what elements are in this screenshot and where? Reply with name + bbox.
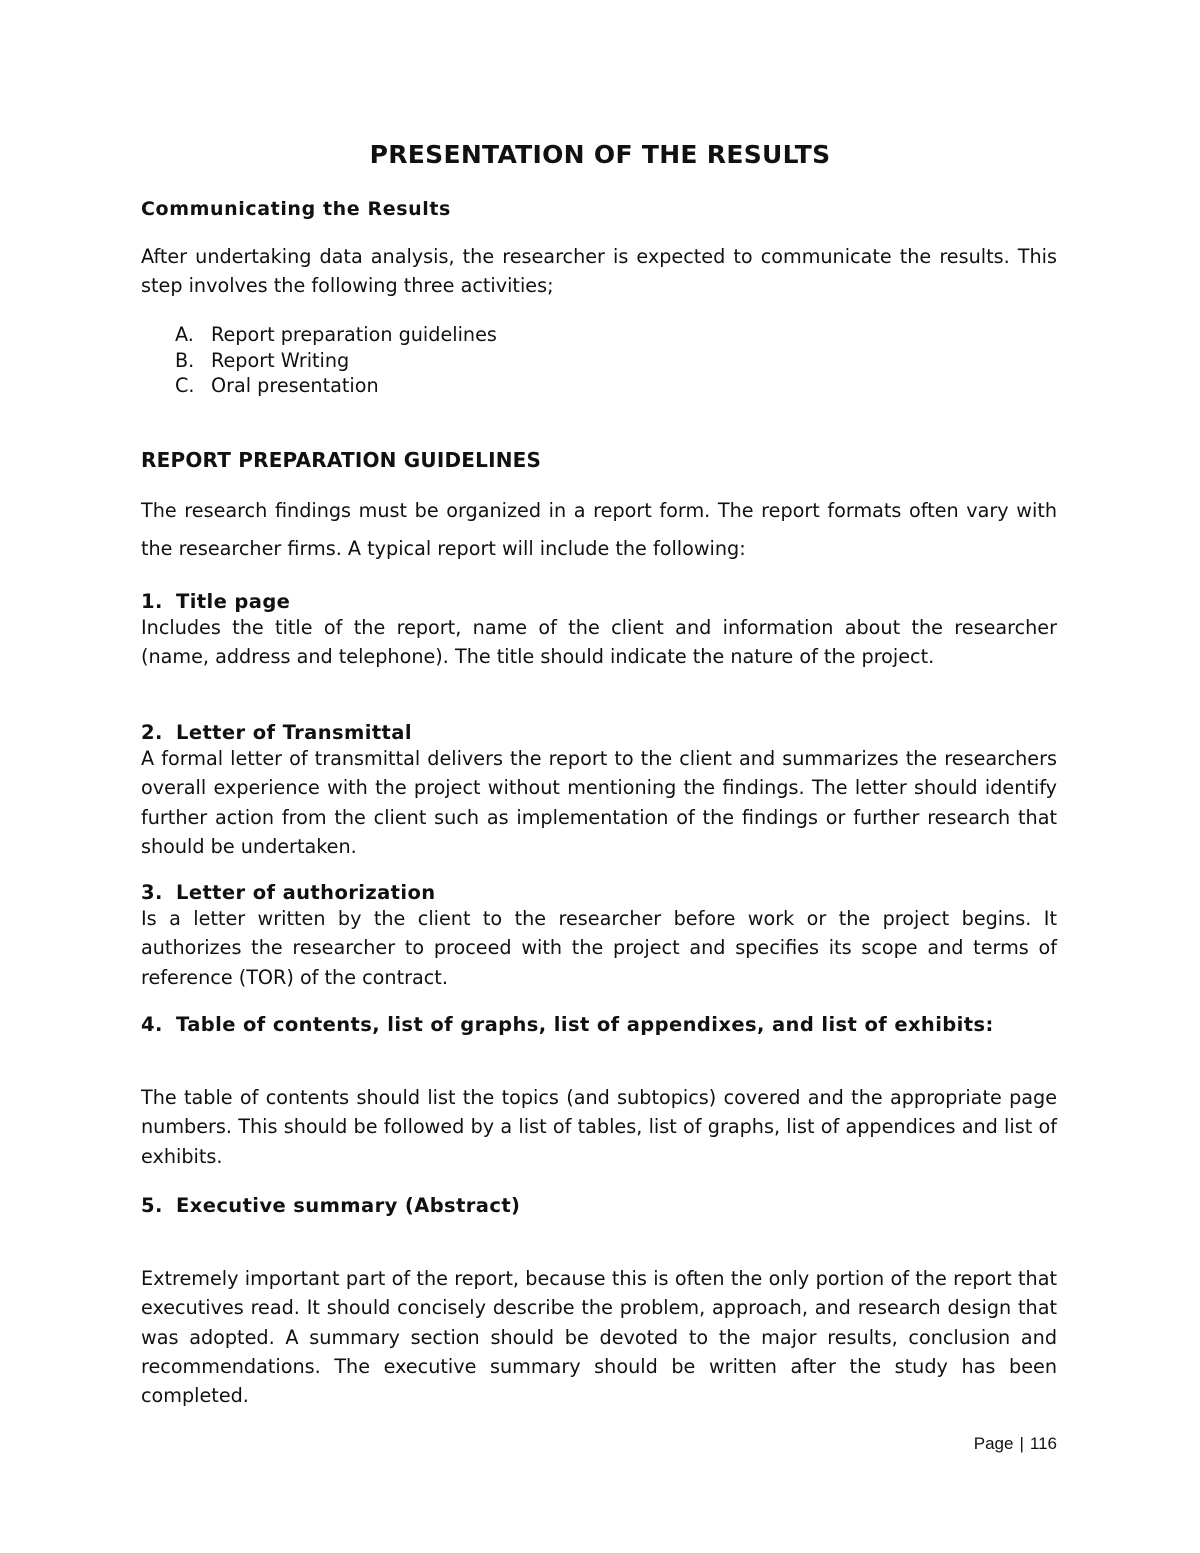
item-body: Extremely important part of the report, because this is often the only portion of the report that executives read. It should concisely describe the problem, approach, and research design that was adopted. A summary section should be devoted to the major results, conclusion and recommendations. The executive summary should be written after the study has been completed.: [141, 1267, 1057, 1408]
item-body: Is a letter written by the client to the researcher before work or the project begins. It authorizes the researcher to proceed with the project and specifies its scope and terms of reference (TOR) of the contract.: [141, 907, 1057, 989]
item-number: 5.: [141, 1194, 163, 1217]
list-item-letter: C.: [175, 374, 195, 397]
list-item: [175, 322, 497, 348]
intro-paragraph: After undertaking data analysis, the researcher is expected to communicate the results. This step involves the following three activities;: [141, 245, 1057, 298]
page-title: PRESENTATION OF THE RESULTS: [369, 140, 831, 169]
item-body: The table of contents should list the topics (and subtopics) covered and the appropriate page numbers. This should be followed by a list of tables, list of graphs, list of appendices and list of exhibits.: [141, 1086, 1057, 1168]
section-intro-paragraph: The research findings must be organized in a report form. The report formats often vary with the researcher firms. A typical report will include the following:: [141, 499, 1057, 560]
item-number: 2.: [141, 721, 163, 744]
item-number: 4.: [141, 1013, 163, 1036]
subheading: Communicating the Results: [141, 198, 451, 220]
list-item: [175, 348, 497, 374]
item-heading-text: Table of contents, list of graphs, list of appendixes, and list of exhibits:: [176, 1013, 994, 1036]
item-number: 1.: [141, 590, 163, 613]
list-item-letter: A.: [175, 323, 194, 346]
item-number: 3.: [141, 881, 163, 904]
item-heading-text: Executive summary (Abstract): [176, 1194, 521, 1217]
list-item-letter: B.: [175, 348, 195, 372]
page-number: 116: [1029, 1434, 1057, 1453]
list-item-text: Oral presentation: [211, 374, 379, 397]
item-heading-text: Title page: [176, 590, 291, 613]
list-item-text: Report Writing: [211, 348, 350, 372]
item-body: Includes the title of the report, name of the client and information about the researcher (name, address and telephone). The title should indicate the nature of the project.: [141, 616, 1057, 669]
item-heading: [141, 590, 290, 613]
item-heading: [141, 1194, 520, 1217]
activities-list: [175, 322, 497, 399]
item-heading: [141, 881, 436, 904]
section-heading: REPORT PREPARATION GUIDELINES: [141, 448, 542, 472]
footer-separator: |: [1019, 1434, 1024, 1453]
item-body: A formal letter of transmittal delivers the report to the client and summarizes the researchers overall experience with the project without mentioning the findings. The letter should identify further action from the client such as implementation of the findings or further research that should be undertaken.: [141, 747, 1057, 858]
item-heading-text: Letter of Transmittal: [176, 721, 412, 744]
list-item: [175, 373, 497, 399]
page-label: Page: [973, 1434, 1014, 1453]
item-heading-text: Letter of authorization: [176, 881, 436, 904]
page-footer: [974, 1434, 1057, 1454]
item-heading: [141, 1013, 994, 1036]
list-item-text: Report preparation guidelines: [211, 323, 497, 346]
item-heading: [141, 721, 412, 744]
